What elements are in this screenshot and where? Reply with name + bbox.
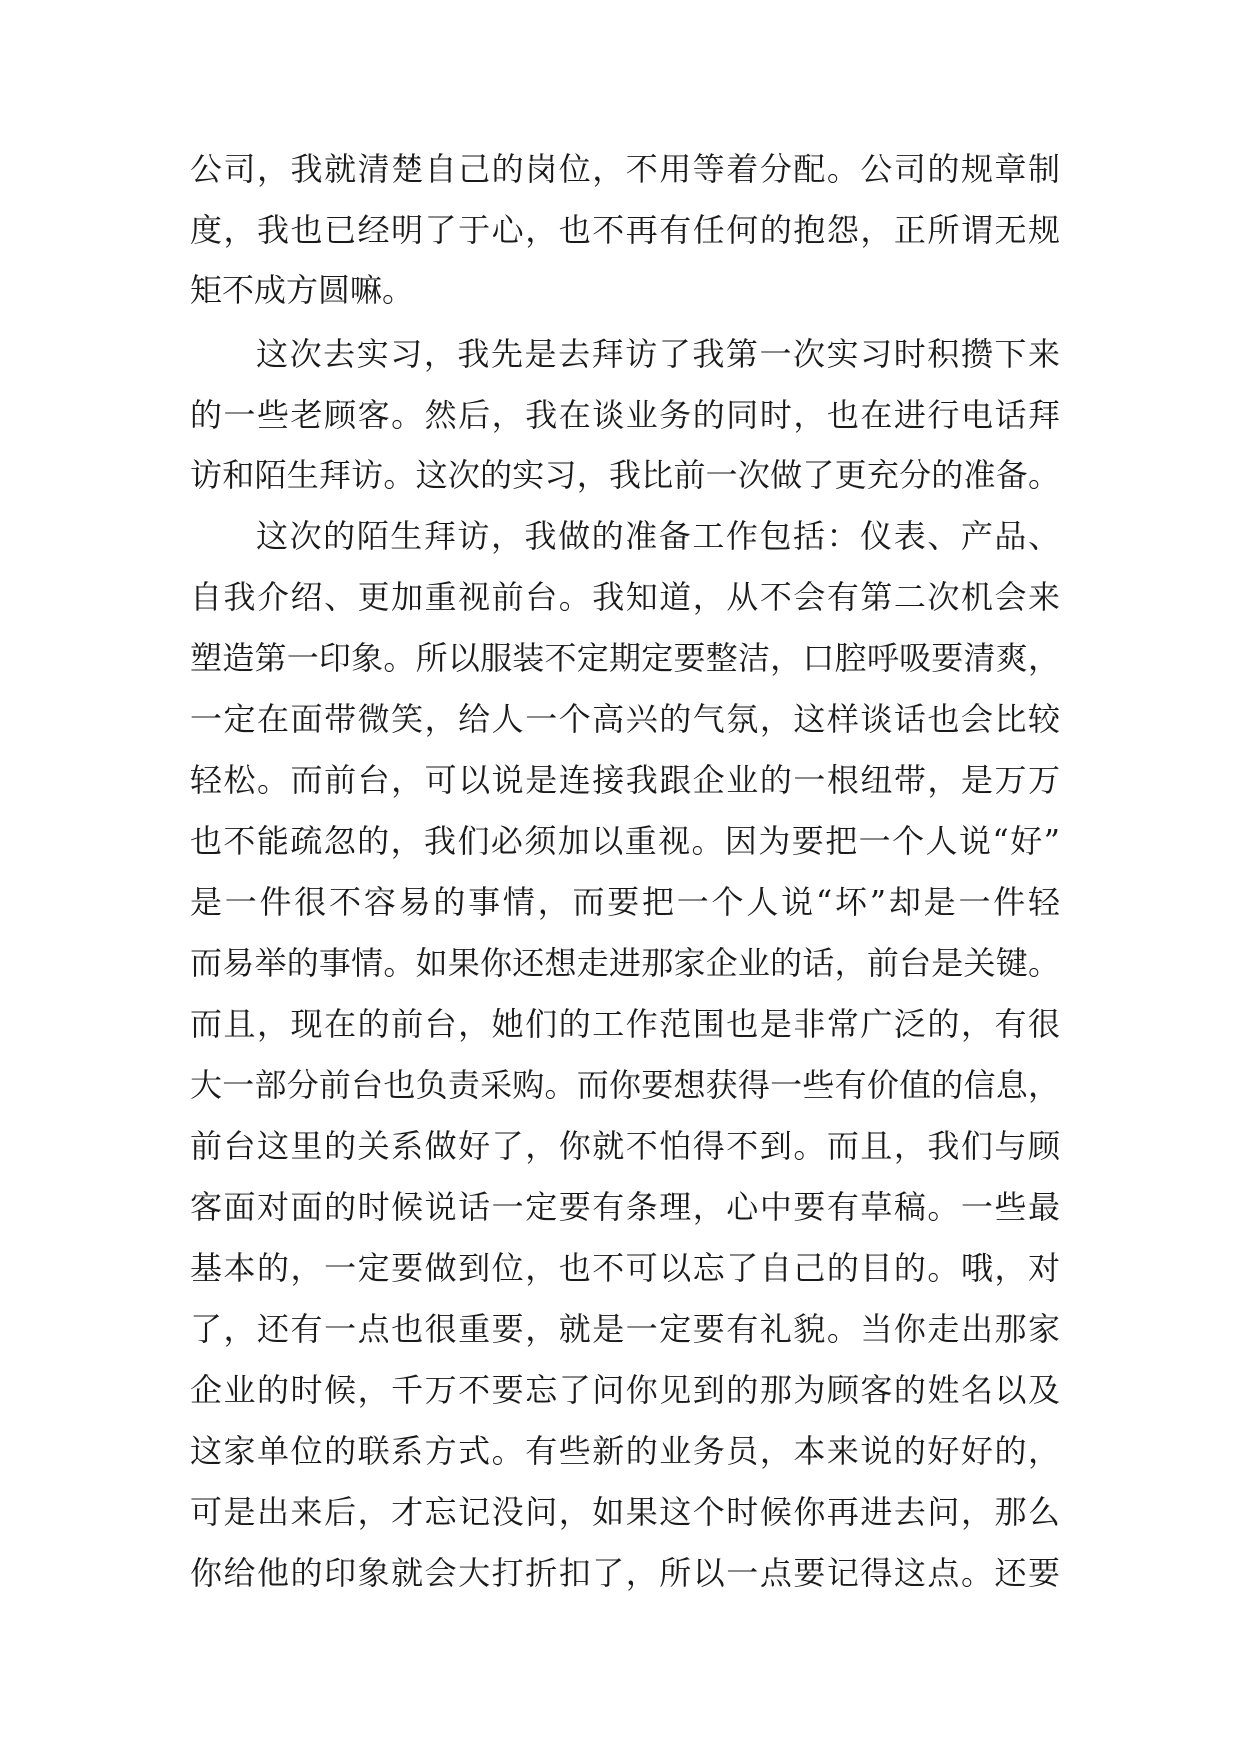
text-line: 而易举的事情。如果你还想走进那家企业的话，前台是关键。 [190, 944, 1060, 982]
text-line: 前台这里的关系做好了，你就不怕得不到。而且，我们与顾 [190, 1127, 1060, 1165]
text-line: 这次的陌生拜访，我做的准备工作包括：仪表、产品、 [256, 517, 1060, 555]
text-line: 可是出来后，才忘记没问，如果这个时候你再进去问，那么 [190, 1493, 1060, 1531]
text-line: 塑造第一印象。所以服装不定期定要整洁，口腔呼吸要清爽， [190, 639, 1060, 677]
text-line: 客面对面的时候说话一定要有条理，心中要有草稿。一些最 [190, 1188, 1060, 1226]
text-line: 访和陌生拜访。这次的实习，我比前一次做了更充分的准备。 [190, 456, 1060, 494]
text-line: 了，还有一点也很重要，就是一定要有礼貌。当你走出那家 [190, 1310, 1060, 1348]
text-line: 大一部分前台也负责采购。而你要想获得一些有价值的信息， [190, 1066, 1060, 1104]
text-line: 这次去实习，我先是去拜访了我第一次实习时积攒下来 [256, 335, 1060, 373]
text-line: 的一些老顾客。然后，我在谈业务的同时，也在进行电话拜 [190, 396, 1060, 434]
text-line: 一定在面带微笑，给人一个高兴的气氛，这样谈话也会比较 [190, 700, 1060, 738]
text-line: 轻松。而前台，可以说是连接我跟企业的一根纽带，是万万 [190, 761, 1060, 799]
text-line: 是一件很不容易的事情，而要把一个人说“坏”却是一件轻 [190, 883, 1060, 921]
text-line: 公司，我就清楚自己的岗位，不用等着分配。公司的规章制 [190, 150, 1060, 188]
text-line: 这家单位的联系方式。有些新的业务员，本来说的好好的， [190, 1432, 1060, 1470]
text-line: 基本的，一定要做到位，也不可以忘了自己的目的。哦，对 [190, 1249, 1060, 1287]
text-line: 而且，现在的前台，她们的工作范围也是非常广泛的，有很 [190, 1005, 1060, 1043]
text-line: 自我介绍、更加重视前台。我知道，从不会有第二次机会来 [190, 578, 1060, 616]
text-line: 也不能疏忽的，我们必须加以重视。因为要把一个人说“好” [190, 822, 1060, 860]
text-line: 度，我也已经明了于心，也不再有任何的抱怨，正所谓无规 [190, 211, 1060, 249]
text-line: 你给他的印象就会大打折扣了，所以一点要记得这点。还要 [190, 1554, 1060, 1592]
text-line: 矩不成方圆嘛。 [190, 271, 415, 309]
text-line: 企业的时候，千万不要忘了问你见到的那为顾客的姓名以及 [190, 1371, 1060, 1409]
